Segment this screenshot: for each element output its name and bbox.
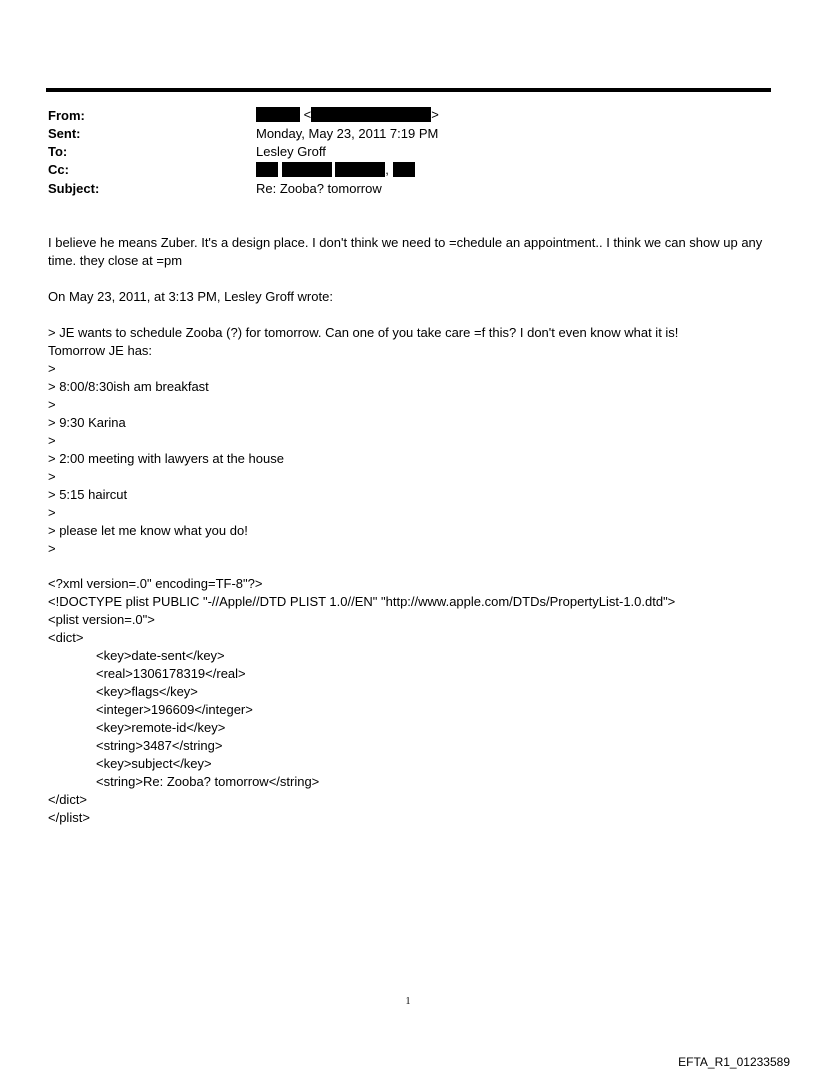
xml-line: <key>remote-id</key> — [96, 720, 226, 735]
quoted-line: > JE wants to schedule Zooba (?) for tomorrow. Can one of you take care =f this? I don't even know what it is! — [48, 325, 679, 340]
page-number: 1 — [405, 996, 411, 1007]
quoted-line: Tomorrow JE has: — [48, 343, 153, 358]
to-value: Lesley Groff — [256, 144, 326, 159]
redaction-block — [282, 162, 332, 177]
reply-text: I believe he means Zuber. It's a design place. I don't think we need to =chedule an appointment.. I think we can show up any time. they close at =pm — [48, 235, 763, 268]
xml-line: <dict> — [48, 630, 84, 645]
redaction-block — [335, 162, 385, 177]
from-email-open: < — [303, 107, 312, 122]
quoted-line: > — [48, 361, 56, 376]
redaction-block — [256, 162, 278, 177]
quoted-line: > — [48, 397, 56, 412]
sent-label: Sent: — [48, 126, 81, 141]
xml-line: <!DOCTYPE plist PUBLIC "-//Apple//DTD PLIST 1.0//EN" "http://www.apple.com/DTDs/PropertyList-1.0.dtd"> — [48, 594, 676, 609]
from-label: From: — [48, 108, 85, 123]
xml-line: <key>date-sent</key> — [96, 648, 225, 663]
quoted-line: > 2:00 meeting with lawyers at the house — [48, 451, 284, 466]
quoted-line: > 5:15 haircut — [48, 487, 128, 502]
xml-line: <plist version=.0"> — [48, 612, 155, 627]
subject-label: Subject: — [48, 181, 100, 196]
xml-line: <real>1306178319</real> — [96, 666, 246, 681]
from-email-close: > — [431, 107, 439, 122]
cc-separator: , — [385, 162, 389, 177]
from-value — [256, 107, 439, 123]
xml-line: <integer>196609</integer> — [96, 702, 253, 717]
xml-line: <key>flags</key> — [96, 684, 198, 699]
quoted-line: > — [48, 541, 56, 556]
quoted-line: > — [48, 505, 56, 520]
quoted-line: > — [48, 433, 56, 448]
xml-line: <?xml version=.0" encoding=TF-8"?> — [48, 576, 263, 591]
bates-number: EFTA_R1_01233589 — [678, 1055, 790, 1069]
header-divider — [46, 88, 771, 92]
redaction-block — [393, 162, 415, 177]
xml-line: <key>subject</key> — [96, 756, 212, 771]
subject-value: Re: Zooba? tomorrow — [256, 181, 382, 196]
quoted-line: > — [48, 469, 56, 484]
cc-label: Cc: — [48, 162, 69, 177]
redaction-block — [311, 107, 431, 122]
xml-line: </dict> — [48, 792, 88, 807]
quoted-line: > please let me know what you do! — [48, 523, 248, 538]
cc-value — [256, 162, 415, 178]
sent-value: Monday, May 23, 2011 7:19 PM — [256, 126, 439, 141]
xml-line: </plist> — [48, 810, 90, 825]
redaction-block — [256, 107, 300, 122]
xml-line: <string>3487</string> — [96, 738, 223, 753]
quoted-line: > 8:00/8:30ish am breakfast — [48, 379, 209, 394]
xml-line: <string>Re: Zooba? tomorrow</string> — [96, 774, 320, 789]
quoted-line: > 9:30 Karina — [48, 415, 126, 430]
quote-intro: On May 23, 2011, at 3:13 PM, Lesley Groff wrote: — [48, 289, 333, 304]
to-label: To: — [48, 144, 68, 159]
